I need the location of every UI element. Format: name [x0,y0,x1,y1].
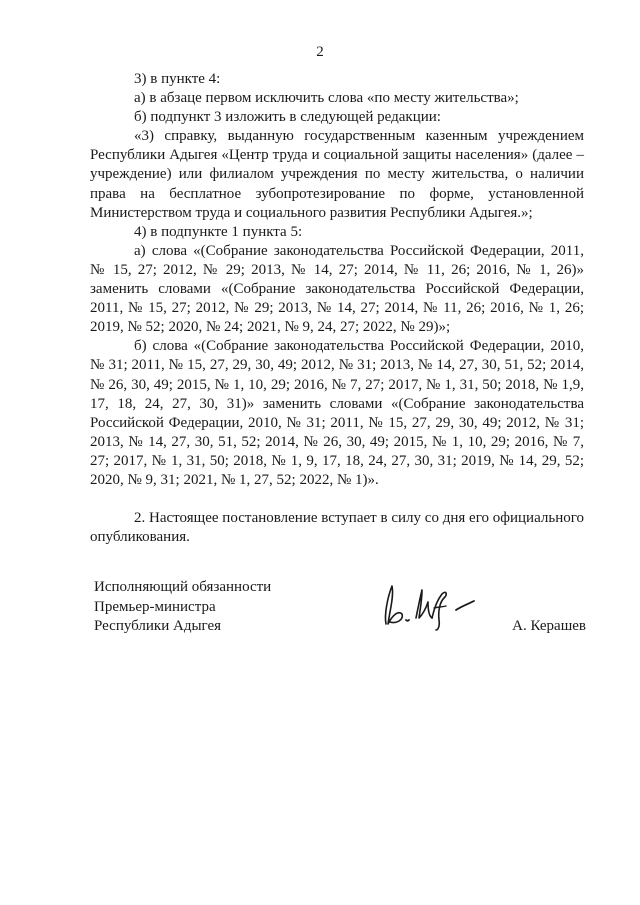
document-body [90,70,584,547]
clause-4-item-b: б) слова «(Собрание законодательства Российской Федерации, 2010, № 31; 2011, № 15, 27, 29, 30, 49; 2012, № 31; 2013, № 14, 27, 30, 51, 52; 2014, № 26, 30, 49; 2015, № 1, 10, 29; 2016, № 7, 27; 2017, № 1, 31, 50; 2018, № 1,9, 17, 18, 24, 27, 30, 31)» заменить словами «(Собрание законодательства Российской Федерации, 2010, № 31; 2011, № 15, 27, 29, 30, 49; 2012, № 31; 2013, № 14, 27, 30, 51, 52; 2014, № 26, 30, 49; 2015, № 1, 10, 29; 2016, № 7, 27; 2017, № 1, 31, 50; 2018, № 1, 9, 17, 18, 24, 27, 30, 31; 2019, № 14, 29, 52; 2020, № 9, 31; 2021, № 1, 27, 52; 2022, № 1)». [90,338,584,488]
handwritten-signature [376,580,480,632]
page-number: 2 [316,44,324,60]
clause-3-new-wording: «3) справку, выданную государственным казенным учреждением Республики Адыгея «Центр труда и социальной защиты населения» (далее – учреждение) или филиалом учреждения по месту жительства, о наличии права на бесплатное зубопротезирование по форме, установленной Министерством труда и социального развития Республики Адыгея.»; [90,128,584,221]
clause-4-heading: 4) в подпункте 1 пункта 5: [134,223,303,240]
signatory-title-line: Республики Адыгея [94,618,222,634]
signatory-name: А. Керашев [512,618,586,634]
clause-3-heading: 3) в пункте 4: [134,71,221,87]
clause-3-item-a: а) в абзаце первом исключить слова «по месту жительства»; [134,90,519,107]
signatory-title-line: Исполняющий обязанности [94,579,272,595]
effective-date-paragraph: 2. Настоящее постановление вступает в силу со дня его официального опубликования. [90,510,584,546]
clause-3-item-b: б) подпункт 3 изложить в следующей редакции: [134,109,441,126]
signatory-title-line: Премьер-министра [94,598,216,615]
clause-4-item-a: а) слова «(Собрание законодательства Российской Федерации, 2011, № 15, 27; 2012, № 29; 2013, № 14, 27; 2014, № 11, 26; 2016, № 1, 26)» заменить словами «(Собрание законодательства Российской Федерации, 2011, № 15, 27; 2012, № 29; 2013, № 14, 27; 2014, № 11, 26; 2016, № 1, 26; 2019, № 52; 2020, № 24; 2021, № 9, 24, 27; 2022, № 29)»; [90,242,584,336]
signatory-title [94,578,271,637]
